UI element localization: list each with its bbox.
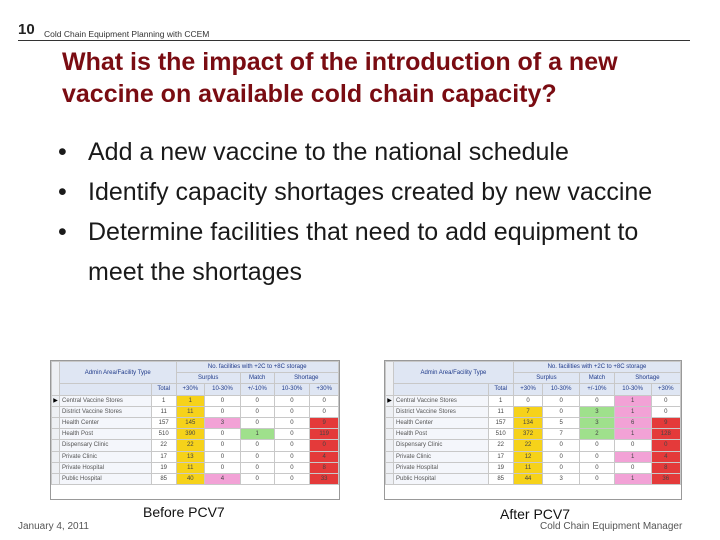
count-cell: 2 xyxy=(580,429,615,440)
count-cell: 157 xyxy=(488,417,513,428)
bullet-glyph: • xyxy=(58,218,67,246)
group-header-surplus: Surplus xyxy=(176,373,240,384)
count-cell: 1 xyxy=(614,451,651,462)
row-selector[interactable] xyxy=(52,429,60,440)
count-cell: 0 xyxy=(205,429,241,440)
facility-name-cell: Private Hospital xyxy=(394,462,489,473)
row-selector[interactable] xyxy=(386,462,394,473)
row-selector[interactable] xyxy=(386,440,394,451)
count-cell: 8 xyxy=(651,462,680,473)
count-cell: 7 xyxy=(543,429,580,440)
count-cell: 0 xyxy=(274,440,310,451)
count-cell: 5 xyxy=(543,417,580,428)
row-selector-header xyxy=(386,362,394,396)
count-cell: 119 xyxy=(310,429,339,440)
count-cell: 1 xyxy=(614,429,651,440)
count-cell: 0 xyxy=(274,473,310,484)
count-cell: 0 xyxy=(274,417,310,428)
count-cell: 85 xyxy=(151,473,176,484)
facility-name-cell: Private Hospital xyxy=(60,462,152,473)
row-selector[interactable] xyxy=(52,406,60,417)
count-cell: 3 xyxy=(543,473,580,484)
count-cell: 12 xyxy=(513,451,542,462)
count-cell: 11 xyxy=(488,406,513,417)
table-header-row xyxy=(52,362,339,373)
column-header[interactable]: 10-30% xyxy=(205,384,241,395)
table-row[interactable] xyxy=(52,440,339,451)
count-cell: 0 xyxy=(274,462,310,473)
count-cell: 0 xyxy=(240,462,274,473)
name-subheader xyxy=(394,384,489,395)
count-cell: 22 xyxy=(151,440,176,451)
footer-org: Cold Chain Equipment Manager xyxy=(540,521,683,532)
count-cell: 134 xyxy=(513,417,542,428)
group-header-match: Match xyxy=(580,373,615,384)
count-cell: 0 xyxy=(205,462,241,473)
facility-name-cell: Dispensary Clinic xyxy=(60,440,152,451)
count-cell: 510 xyxy=(488,429,513,440)
facility-name-cell: Health Post xyxy=(394,429,489,440)
row-selector[interactable] xyxy=(386,451,394,462)
count-cell: 0 xyxy=(651,395,680,406)
table-row[interactable] xyxy=(386,440,681,451)
count-cell: 0 xyxy=(240,406,274,417)
facility-name-cell: Health Center xyxy=(60,417,152,428)
bullet-text: Identify capacity shortages created by new vaccine xyxy=(88,178,653,206)
column-header[interactable]: +30% xyxy=(513,384,542,395)
count-cell: 4 xyxy=(310,451,339,462)
table-row[interactable] xyxy=(386,406,681,417)
count-cell: 0 xyxy=(274,451,310,462)
table-row[interactable] xyxy=(386,429,681,440)
count-cell: 145 xyxy=(176,417,205,428)
facility-table xyxy=(51,361,339,485)
table-row[interactable] xyxy=(386,395,681,406)
count-cell: 4 xyxy=(205,473,241,484)
facility-name-cell: Health Post xyxy=(60,429,152,440)
column-header[interactable]: 10-30% xyxy=(543,384,580,395)
count-cell: 1 xyxy=(488,395,513,406)
bullet-item xyxy=(58,212,698,292)
row-selector[interactable] xyxy=(52,417,60,428)
footer-date: January 4, 2011 xyxy=(18,521,89,532)
count-cell: 11 xyxy=(513,462,542,473)
admin-area-header[interactable]: Admin Area/Facility Type xyxy=(394,362,514,384)
group-header-surplus: Surplus xyxy=(513,373,579,384)
bullet-text: Determine facilities that need to add equipment to meet the shortages xyxy=(88,218,639,286)
count-cell: 22 xyxy=(176,440,205,451)
count-cell: 0 xyxy=(310,395,339,406)
count-cell: 11 xyxy=(176,406,205,417)
count-cell: 0 xyxy=(543,406,580,417)
count-cell: 0 xyxy=(513,395,542,406)
count-cell: 17 xyxy=(488,451,513,462)
table-row[interactable] xyxy=(52,429,339,440)
table-subheader-row xyxy=(386,384,681,395)
after-caption: After PCV7 xyxy=(500,506,571,522)
table-row[interactable] xyxy=(52,451,339,462)
count-cell: 390 xyxy=(176,429,205,440)
table-row[interactable] xyxy=(52,417,339,428)
row-selector-header xyxy=(52,362,60,396)
column-header[interactable]: +30% xyxy=(651,384,680,395)
table-row[interactable] xyxy=(52,406,339,417)
facility-name-cell: District Vaccine Stores xyxy=(394,406,489,417)
row-selector[interactable]: ▶ xyxy=(52,395,60,406)
count-cell: 6 xyxy=(614,417,651,428)
count-cell: 85 xyxy=(488,473,513,484)
column-header[interactable]: +/-10% xyxy=(240,384,274,395)
count-cell: 0 xyxy=(274,429,310,440)
before-caption: Before PCV7 xyxy=(143,504,225,520)
count-cell: 510 xyxy=(151,429,176,440)
facility-name-cell: Health Center xyxy=(394,417,489,428)
group-header-match: Match xyxy=(240,373,274,384)
count-cell: 0 xyxy=(240,395,274,406)
count-cell: 0 xyxy=(274,395,310,406)
table-subheader-row xyxy=(52,384,339,395)
count-cell: 44 xyxy=(513,473,542,484)
column-header[interactable]: +/-10% xyxy=(580,384,615,395)
count-cell: 9 xyxy=(651,417,680,428)
bullet-item xyxy=(58,172,698,212)
count-cell: 0 xyxy=(580,473,615,484)
count-cell: 0 xyxy=(240,440,274,451)
count-cell: 4 xyxy=(651,451,680,462)
count-cell: 0 xyxy=(310,440,339,451)
bullet-item xyxy=(58,132,698,172)
count-cell: 8 xyxy=(310,462,339,473)
count-cell: 0 xyxy=(240,451,274,462)
count-cell: 0 xyxy=(614,440,651,451)
count-cell: 0 xyxy=(543,395,580,406)
count-cell: 40 xyxy=(176,473,205,484)
row-selector[interactable] xyxy=(52,451,60,462)
count-cell: 11 xyxy=(151,406,176,417)
count-cell: 0 xyxy=(651,406,680,417)
count-cell: 0 xyxy=(240,473,274,484)
count-cell: 1 xyxy=(240,429,274,440)
row-selector[interactable]: ▶ xyxy=(386,395,394,406)
facility-name-cell: Dispensary Clinic xyxy=(394,440,489,451)
count-cell: 3 xyxy=(580,406,615,417)
count-cell: 157 xyxy=(151,417,176,428)
count-cell: 128 xyxy=(651,429,680,440)
before-table xyxy=(50,360,340,500)
bullet-glyph: • xyxy=(58,138,67,166)
count-cell: 3 xyxy=(205,417,241,428)
row-selector[interactable] xyxy=(52,440,60,451)
count-cell: 3 xyxy=(580,417,615,428)
admin-area-header[interactable]: Admin Area/Facility Type xyxy=(60,362,177,384)
count-cell: 13 xyxy=(176,451,205,462)
count-cell: 0 xyxy=(205,451,241,462)
facility-name-cell: Public Hospital xyxy=(394,473,489,484)
facility-name-cell: Central Vaccine Stores xyxy=(60,395,152,406)
storage-group-header: No. facilities with +2C to +8C storage xyxy=(513,362,680,373)
count-cell: 1 xyxy=(614,406,651,417)
facility-name-cell: Private Clinic xyxy=(394,451,489,462)
column-header[interactable]: Total xyxy=(488,384,513,395)
count-cell: 33 xyxy=(310,473,339,484)
count-cell: 0 xyxy=(543,440,580,451)
row-selector[interactable] xyxy=(386,429,394,440)
count-cell: 9 xyxy=(310,417,339,428)
count-cell: 0 xyxy=(274,406,310,417)
column-header[interactable]: Total xyxy=(151,384,176,395)
count-cell: 0 xyxy=(580,451,615,462)
facility-name-cell: Public Hospital xyxy=(60,473,152,484)
count-cell: 0 xyxy=(205,440,241,451)
count-cell: 7 xyxy=(513,406,542,417)
table-row[interactable] xyxy=(52,473,339,484)
table-row[interactable] xyxy=(52,395,339,406)
group-header-shortage: Shortage xyxy=(274,373,338,384)
slide-number: 10 xyxy=(18,21,35,38)
count-cell: 0 xyxy=(580,395,615,406)
count-cell: 0 xyxy=(580,440,615,451)
column-header[interactable]: 10-30% xyxy=(614,384,651,395)
table-row[interactable] xyxy=(386,417,681,428)
facility-name-cell: Central Vaccine Stores xyxy=(394,395,489,406)
deck-title: Cold Chain Equipment Planning with CCEM xyxy=(44,29,210,39)
table-header-row xyxy=(386,362,681,373)
count-cell: 0 xyxy=(205,395,241,406)
after-table xyxy=(384,360,682,500)
name-subheader xyxy=(60,384,152,395)
count-cell: 11 xyxy=(176,462,205,473)
count-cell: 36 xyxy=(651,473,680,484)
count-cell: 0 xyxy=(543,451,580,462)
slide-header xyxy=(18,21,690,41)
facility-name-cell: District Vaccine Stores xyxy=(60,406,152,417)
table-row[interactable] xyxy=(52,462,339,473)
facility-table xyxy=(385,361,681,485)
slide-title: What is the impact of the introduction of a new vaccine on available cold chain capacity? xyxy=(62,48,618,108)
row-selector[interactable] xyxy=(386,473,394,484)
row-selector[interactable] xyxy=(52,473,60,484)
count-cell: 1 xyxy=(614,473,651,484)
count-cell: 19 xyxy=(488,462,513,473)
row-selector[interactable] xyxy=(52,462,60,473)
count-cell: 0 xyxy=(205,406,241,417)
count-cell: 0 xyxy=(240,417,274,428)
bullet-glyph: • xyxy=(58,178,67,206)
count-cell: 22 xyxy=(488,440,513,451)
count-cell: 22 xyxy=(513,440,542,451)
count-cell: 1 xyxy=(176,395,205,406)
storage-group-header: No. facilities with +2C to +8C storage xyxy=(176,362,339,373)
table-row[interactable] xyxy=(386,473,681,484)
facility-name-cell: Private Clinic xyxy=(60,451,152,462)
column-header[interactable]: +30% xyxy=(310,384,339,395)
count-cell: 0 xyxy=(580,462,615,473)
column-header[interactable]: +30% xyxy=(176,384,205,395)
count-cell: 0 xyxy=(614,462,651,473)
count-cell: 0 xyxy=(651,440,680,451)
row-selector[interactable] xyxy=(386,406,394,417)
table-row[interactable] xyxy=(386,462,681,473)
table-row[interactable] xyxy=(386,451,681,462)
count-cell: 0 xyxy=(543,462,580,473)
count-cell: 0 xyxy=(310,406,339,417)
count-cell: 17 xyxy=(151,451,176,462)
column-header[interactable]: 10-30% xyxy=(274,384,310,395)
count-cell: 1 xyxy=(151,395,176,406)
row-selector[interactable] xyxy=(386,417,394,428)
group-header-shortage: Shortage xyxy=(614,373,680,384)
count-cell: 1 xyxy=(614,395,651,406)
bullet-text: Add a new vaccine to the national schedule xyxy=(88,138,569,166)
count-cell: 372 xyxy=(513,429,542,440)
count-cell: 19 xyxy=(151,462,176,473)
bullet-list xyxy=(58,132,698,292)
